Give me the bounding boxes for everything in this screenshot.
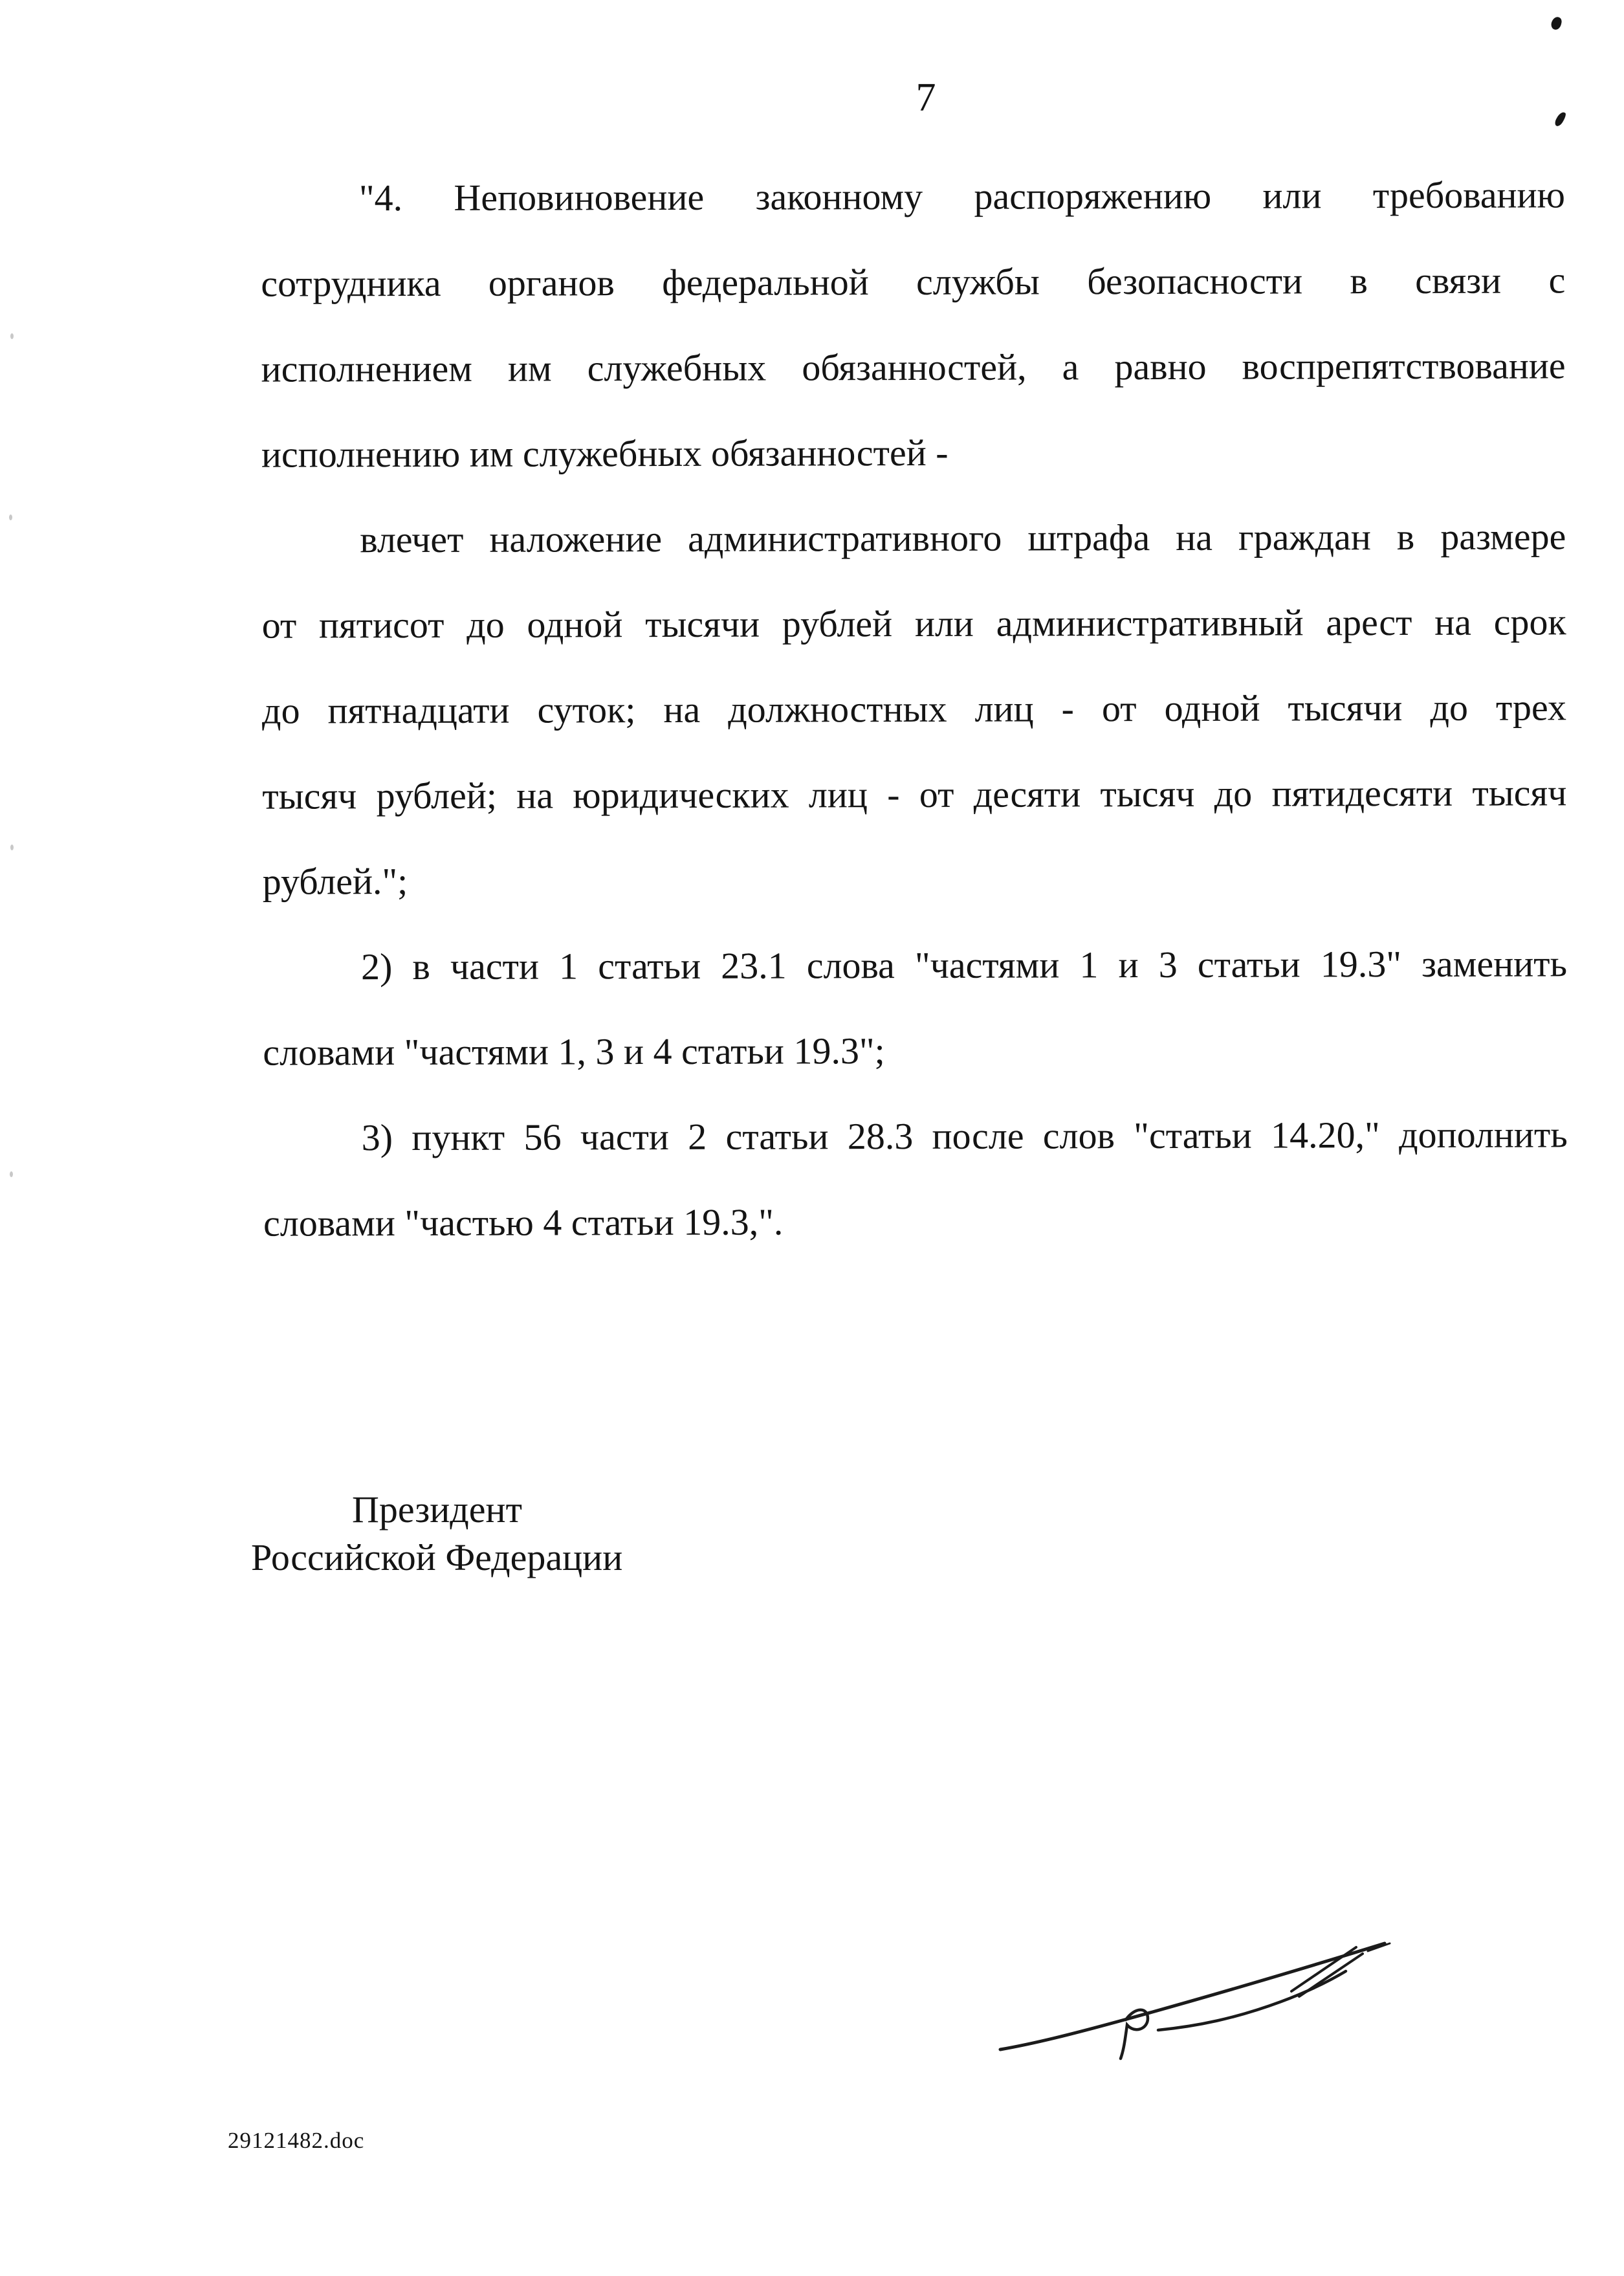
text-line: 2) в части 1 статьи 23.1 слова "частями 1 и 3 статьи 19.3" заменить — [360, 942, 1568, 988]
text-line: до пятнадцати суток; на должностных лиц - от одной тысячи до трех — [261, 686, 1567, 732]
scan-artifact-speck — [10, 1171, 13, 1177]
scan-artifact-speck — [10, 333, 14, 339]
text-line: 3) пункт 56 части 2 статьи 28.3 после слов "статьи 14.20," дополнить — [361, 1113, 1568, 1159]
signoff-title-russian-federation: Российской Федерации — [251, 1536, 623, 1578]
signoff-block — [251, 1486, 622, 1582]
text-line: "4. Неповиновение законному распоряжению или требованию — [358, 173, 1566, 219]
scan-artifact-speck — [9, 514, 12, 520]
signature-strokes — [989, 1925, 1416, 2081]
scan-artifact-ink-spot — [1550, 16, 1563, 30]
text-line: словами "частью 4 статьи 19.3,". — [263, 1200, 784, 1244]
scan-artifact-ink-mark — [1553, 111, 1568, 127]
text-line: исполнению им служебных обязанностей - — [261, 431, 949, 476]
page-number: 7 — [916, 76, 936, 120]
signoff-title-president: Президент — [352, 1488, 522, 1530]
text-line: словами "частями 1, 3 и 4 статьи 19.3"; — [263, 1030, 885, 1074]
footer-filename: 29121482.doc — [228, 2128, 365, 2153]
document-body — [261, 152, 1568, 1266]
scan-artifact-speck — [10, 845, 14, 850]
text-line: влечет наложение административного штрафа на граждан в размере — [360, 515, 1566, 561]
signature-handwritten — [989, 1925, 1416, 2081]
text-line: тысяч рублей; на юридических лиц - от десяти тысяч до пятидесяти тысяч — [262, 771, 1567, 817]
text-line: рублей."; — [262, 860, 408, 903]
text-line: сотрудника органов федеральной службы безопасности в связи с — [261, 259, 1566, 305]
text-line: исполнением им служебных обязанностей, а равно воспрепятствование — [261, 344, 1566, 390]
text-line: от пятисот до одной тысячи рублей или административный арест на срок — [261, 601, 1566, 646]
